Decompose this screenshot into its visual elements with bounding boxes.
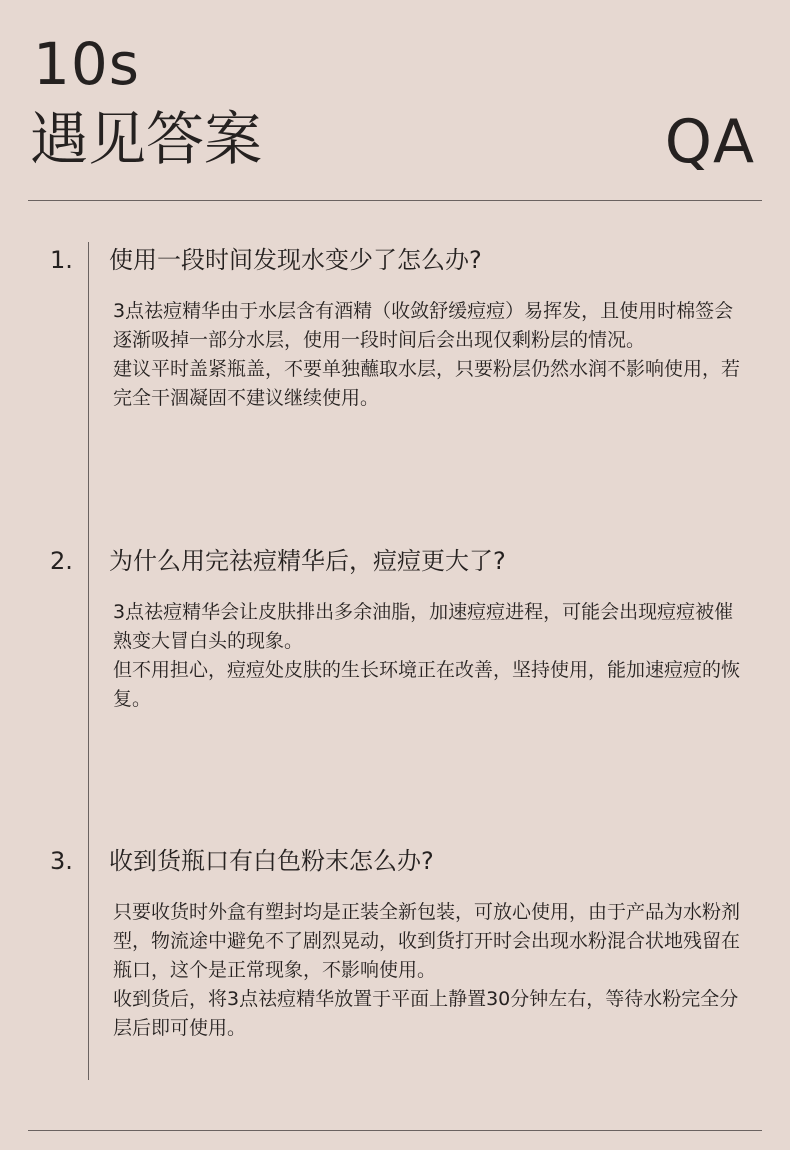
qa-answer-3 — [113, 898, 748, 1043]
qa-number-3: 3. — [50, 847, 73, 875]
qa-answer-3-paragraph-2: 收到货后，将3点祛痘精华放置于平面上静置30分钟左右，等待水粉完全分层后即可使用。 — [113, 988, 739, 1039]
qa-answer-2-paragraph-1: 3点祛痘精华会让皮肤排出多余油脂，加速痘痘进程，可能会出现痘痘被催熟变大冒白头的现象。 — [113, 601, 734, 652]
qa-answer-1-paragraph-1: 3点祛痘精华由于水层含有酒精（收敛舒缓痘痘）易挥发，且使用时棉签会逐渐吸掉一部分水层，使用一段时间后会出现仅剩粉层的情况。 — [113, 300, 734, 351]
qa-answer-3-paragraph-1: 只要收货时外盒有塑封均是正装全新包装，可放心使用，由于产品为水粉剂型，物流途中避免不了剧烈晃动，收到货打开时会出现水粉混合状地残留在瓶口，这个是正常现象，不影响使用。 — [113, 901, 741, 981]
qa-label: QA — [664, 107, 755, 177]
qa-answer-2 — [113, 598, 748, 714]
qa-answer-2-paragraph-2: 但不用担心，痘痘处皮肤的生长环境正在改善，坚持使用，能加速痘痘的恢复。 — [113, 659, 741, 710]
top-divider — [28, 200, 762, 201]
qa-question-1: 使用一段时间发现水变少了怎么办? — [109, 246, 482, 274]
qa-answer-1-paragraph-2: 建议平时盖紧瓶盖，不要单独蘸取水层，只要粉层仍然水润不影响使用，若完全干涸凝固不建议继续使用。 — [113, 358, 741, 409]
page-title: 遇见答案 — [30, 105, 263, 173]
qa-question-2: 为什么用完祛痘精华后，痘痘更大了? — [109, 547, 506, 575]
qa-number-2: 2. — [50, 547, 73, 575]
qa-number-1: 1. — [50, 246, 73, 274]
qa-question-3: 收到货瓶口有白色粉末怎么办? — [109, 847, 434, 875]
qa-answer-1 — [113, 297, 748, 413]
bottom-divider — [28, 1130, 762, 1131]
vertical-divider — [88, 242, 89, 1080]
page-title-number: 10s — [33, 30, 141, 98]
